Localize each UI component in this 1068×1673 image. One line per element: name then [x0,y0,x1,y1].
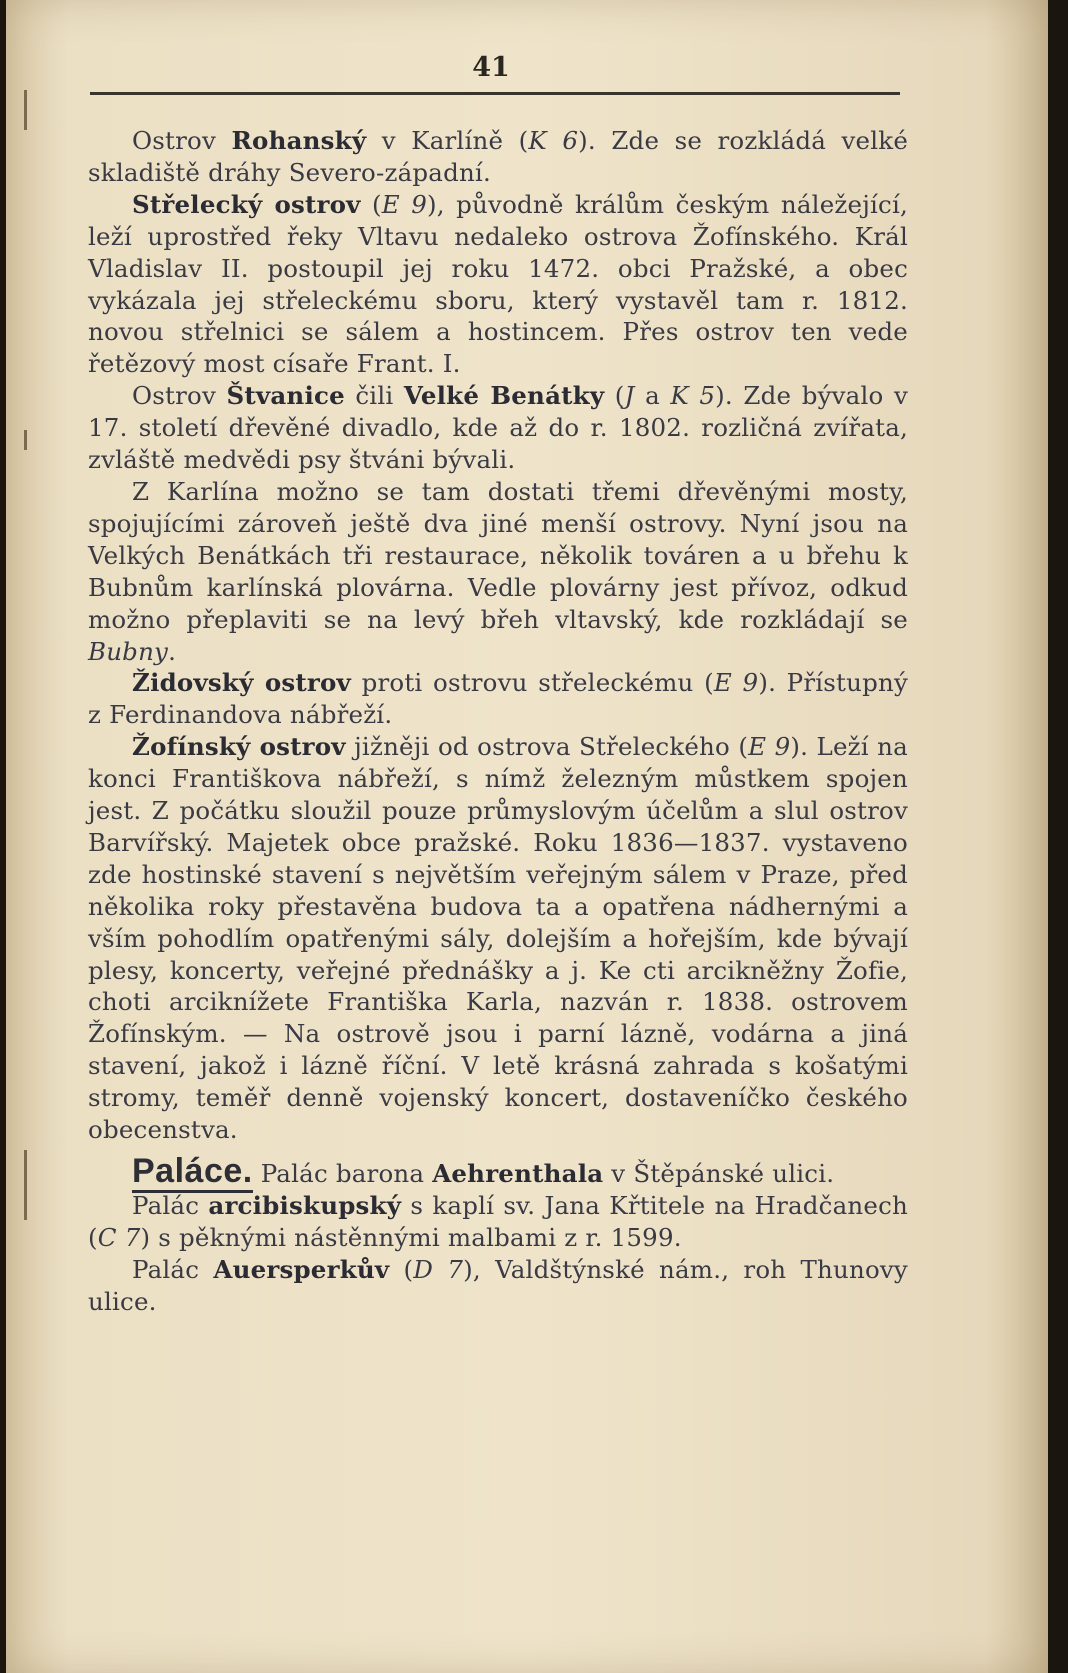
paragraph-stvanice [88,380,908,476]
text-run: ( [604,381,625,411]
text-run: ). Zde se rozkládá velké skladiště dráhy Severo-západní. [88,126,909,187]
map-reference: E 9 [748,732,791,762]
text-run: s kaplí sv. Jana Křtitele na Hradčanech ( [88,1190,908,1252]
text-run: Palác [132,1254,214,1284]
text-run: ). Zde bývalo v 17. století dřevěné divadlo, kde až do r. 1802. rozličná zvířata, zvláště medvědi psy štváni bývali. [88,381,909,475]
book-page [6,0,1048,1673]
page-text [88,125,908,1318]
text-run: jižněji od ostrova Střeleckého ( [345,732,749,762]
bold-term: Střelecký ostrov [132,189,361,219]
paragraph-rohansky [88,125,908,189]
margin-mark [24,1150,27,1220]
paragraph-zofinsky [88,731,908,1146]
paragraph-palace-aehrenthal [88,1152,908,1190]
map-reference: Bubny [88,636,169,666]
text-run: Z Karlína možno se tam dostati třemi dřevěnými mosty, spojujícími zároveň ještě dva jiné menší ostrovy. Nyní jsou na Velkých Benátkách tři restaurace, několik továren a u břehu k Bubnům karlínská plovárna. Vedle plovárny jest přívoz, odkud možno přeplaviti se na levý břeh vltavský, kde rozkládají se [88,476,908,634]
bold-term: Žofínský ostrov [132,732,346,762]
text-run: . [168,636,177,666]
text-run: ), původně králům českým náležející, leží uprostřed řeky Vltavu nedaleko ostrova Žofínského. Král Vladislav II. postoupil jej roku 1472. obci Pražské, a obec vykázala jej střeleckému sboru, který vystavěl tam r. 1812. novou střelnici se sálem a hostincem. Přes ostrov ten vede řetězový most císaře Frant. I. [88,189,908,379]
paragraph-zidovsky [88,667,908,731]
paragraph-strelecky [88,189,908,380]
text-run: a [634,381,671,411]
page-number: 41 [472,52,510,83]
map-reference: C 7 [97,1222,141,1252]
text-run: ( [360,189,382,219]
bold-term: Aehrenthala [432,1159,604,1188]
margin-mark [24,430,27,450]
map-reference: D 7 [413,1254,464,1284]
bold-term: Auersperkův [213,1254,390,1284]
text-run: v Karlíně ( [366,126,529,155]
map-reference: K 6 [528,126,579,155]
paragraph-karlin [88,476,908,667]
bold-term: Rohanský [231,126,367,155]
text-run: Palác barona [252,1159,433,1188]
text-run: ) s pěknými nástěnnými malbami z r. 1599. [140,1222,682,1252]
text-run: Ostrov [132,381,227,411]
header-rule [90,92,900,95]
map-reference: E 9 [381,189,428,219]
bold-term: arcibiskupský [208,1190,402,1220]
bold-term: Velké Benátky [403,381,605,411]
text-run: v Štěpánské ulici. [603,1159,835,1188]
paragraph-palace-arcibiskupsky [88,1190,908,1254]
paragraph-palace-auersperk [88,1254,908,1318]
text-run: ), Valdštýnské nám., roh Thunovy ulice. [88,1254,908,1316]
text-run: čili [344,381,404,411]
map-reference: K 5 [670,381,716,411]
text-run: Palác [132,1190,209,1220]
text-run: ). Leží na konci Františkova nábřeží, s nímž železným můstkem spojen jest. Z počátku sloužil pouze průmyslovým účelům a slul ostrov Barvířský. Majetek obce pražské. Roku 1836—1837. vystaveno zde hostinské stavení s největším veřejným sálem v Praze, před několika roky přestavěna budova ta a opatřena nádhernými a vším pohodlím opatřenými sály, dolejším a hořejším, kde bývají plesy, koncerty, veřejné přednášky a j. Ke cti arcikněžny Žofie, choti arciknížete Františka Karla, nazván r. 1838. ostrovem Žofínským. — Na ostrově jsou i parní lázně, vodárna a jiná stavení, jakož i lázně říční. V letě krásná zahrada s košatými stromy, teměř denně vojenský koncert, dostaveníčko českého obecenstva. [88,732,908,1145]
text-run: proti ostrovu střeleckému ( [350,668,714,698]
map-reference: E 9 [713,668,759,698]
margin-mark [24,90,27,130]
bold-term: Židovský ostrov [132,668,351,698]
bold-term: Štvanice [226,381,345,411]
map-reference: J [624,381,635,411]
section-heading: Paláce. [132,1152,253,1193]
text-run: Ostrov [132,126,232,155]
text-run: ). Přístupný z Ferdinandova nábřeží. [88,668,908,730]
text-run: ( [389,1254,414,1284]
